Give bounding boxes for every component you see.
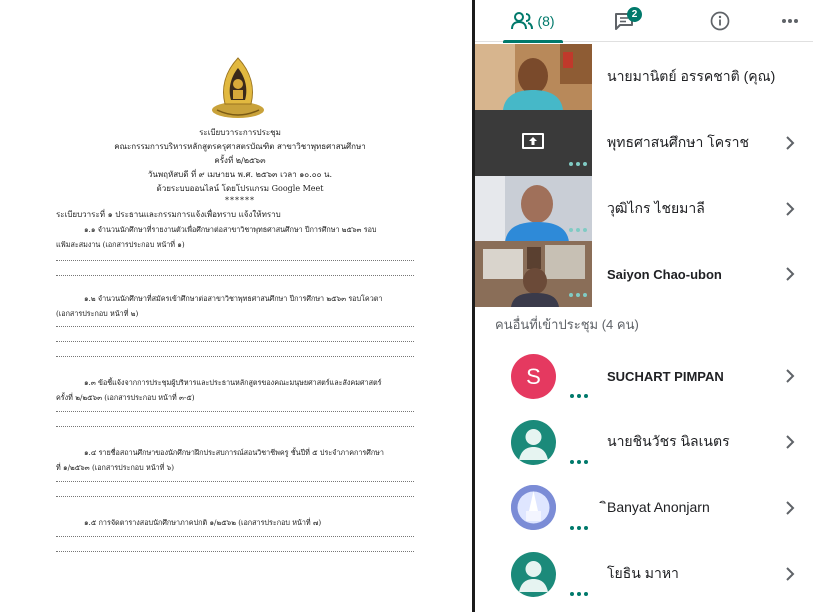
chevron-right-icon[interactable] bbox=[781, 264, 799, 284]
participant-presenting-thumbnail bbox=[475, 110, 592, 176]
panel-tab-bar bbox=[475, 0, 813, 42]
note-line bbox=[56, 496, 414, 497]
participant-video-thumbnail bbox=[475, 241, 592, 307]
header-line: ด้วยระบบออนไลน์ โดยโปรแกรม Google Meet bbox=[156, 184, 324, 193]
header-line: วันพฤหัสบดี ที่ ๙ เมษายน พ.ศ. ๒๕๖๓ เวลา ๑๐.๐๐ น. bbox=[147, 170, 333, 179]
video-frame-icon bbox=[475, 176, 592, 242]
tab-people[interactable] bbox=[503, 0, 563, 42]
chevron-right-icon[interactable] bbox=[781, 133, 799, 153]
participant-row[interactable] bbox=[475, 541, 813, 607]
chevron-right-icon[interactable] bbox=[781, 199, 799, 219]
participant-name: พุทธศาสนศึกษา โคราช bbox=[607, 134, 749, 150]
participant-options-dots-icon[interactable] bbox=[569, 228, 587, 232]
note-line bbox=[56, 426, 414, 427]
header-line: คณะกรรมการบริหารหลักสูตรครุศาสตรบัณฑิต สาขาวิชาพุทธศาสนศึกษา bbox=[114, 142, 366, 151]
agenda-item bbox=[56, 375, 416, 405]
temple-photo-icon bbox=[511, 485, 556, 530]
participant-row[interactable] bbox=[475, 241, 813, 307]
people-count: (8) bbox=[537, 13, 555, 29]
avatar bbox=[511, 354, 556, 399]
info-icon bbox=[710, 11, 730, 31]
avatar bbox=[511, 420, 556, 465]
participant-name: โยธิน มาหา bbox=[607, 565, 679, 581]
participant-name: นายมานิตย์ อรรคชาติ (คุณ) bbox=[607, 68, 776, 84]
note-line bbox=[56, 411, 414, 412]
note-line bbox=[56, 260, 414, 261]
participant-options-dots-icon[interactable] bbox=[570, 526, 588, 530]
agenda-item-line: ๑.๓ ข้อชี้แจ้งจากการประชุมผู้บริหารและประธานหลักสูตรของคณะมนุษยศาสตร์และสังคมศาสตร์ bbox=[84, 378, 382, 387]
participant-row[interactable] bbox=[475, 409, 813, 475]
participant-name: วุฒิไกร ไชยมาลี bbox=[607, 200, 705, 216]
agenda-item bbox=[56, 445, 416, 475]
participant-row[interactable] bbox=[475, 110, 813, 176]
header-stars: ****** bbox=[225, 196, 255, 205]
participant-row[interactable] bbox=[475, 475, 813, 541]
agenda-item-line: (เอกสารประกอบ หน้าที่ ๒) bbox=[56, 309, 139, 318]
agenda-item bbox=[56, 222, 416, 252]
agenda-item bbox=[56, 515, 416, 530]
agenda-title: ระเบียบวาระที่ ๑ ประธานและกรรมการแจ้งเพื่อทราบ แจ้งให้ทราบ bbox=[56, 210, 281, 219]
agenda-item-line: ๑.๕ การจัดตารางสอบนักศึกษาภาคปกติ ๑/๒๕๖๒ (เอกสารประกอบ หน้าที่ ๗) bbox=[84, 518, 322, 527]
participant-video-thumbnail bbox=[475, 176, 592, 242]
present-screen-icon bbox=[521, 132, 545, 154]
participant-name: Saiyon Chao-ubon bbox=[607, 266, 722, 282]
agenda-item bbox=[56, 291, 416, 321]
chevron-right-icon[interactable] bbox=[781, 432, 799, 452]
avatar bbox=[511, 485, 556, 530]
participant-row[interactable] bbox=[475, 343, 813, 409]
tab-chat[interactable] bbox=[605, 0, 645, 42]
header-line: ครั้งที่ ๒/๒๕๖๓ bbox=[214, 156, 266, 165]
document-header bbox=[40, 126, 440, 206]
agenda-item-line: ๑.๔ รายชื่อสถานศึกษาของนักศึกษาฝึกประสบการณ์สอนวิชาชีพครู ชั้นปีที่ ๕ ประจำภาคการศึกษา bbox=[84, 448, 384, 457]
chevron-right-icon[interactable] bbox=[781, 498, 799, 518]
agenda-item-line: ครั้งที่ ๒/๒๕๖๓ (เอกสารประกอบ หน้าที่ ๓-๕) bbox=[56, 393, 195, 402]
note-line bbox=[56, 551, 414, 552]
participant-video-thumbnail bbox=[475, 44, 592, 110]
agenda-item-line: ที่ ๑/๒๕๖๓ (เอกสารประกอบ หน้าที่ ๖) bbox=[56, 463, 175, 472]
people-icon bbox=[511, 12, 533, 30]
participant-options-dots-icon[interactable] bbox=[570, 592, 588, 596]
chevron-right-icon[interactable] bbox=[781, 366, 799, 386]
note-line bbox=[56, 275, 414, 276]
header-line: ระเบียบวาระการประชุม bbox=[199, 128, 281, 137]
others-section-label: คนอื่นที่เข้าประชุม (4 คน) bbox=[495, 317, 639, 332]
agenda-item-line: แฟ้มสะสมงาน (เอกสารประกอบ หน้าที่ ๑) bbox=[56, 240, 185, 249]
note-line bbox=[56, 481, 414, 482]
participant-name: SUCHART PIMPAN bbox=[607, 368, 724, 384]
tab-info[interactable] bbox=[703, 0, 737, 42]
note-line bbox=[56, 341, 414, 342]
video-frame-icon bbox=[475, 44, 592, 110]
chat-unread-badge: 2 bbox=[627, 7, 642, 22]
default-user-icon bbox=[511, 552, 556, 597]
participant-row[interactable] bbox=[475, 44, 813, 110]
avatar bbox=[511, 552, 556, 597]
participant-name: ิBanyat Anonjarn bbox=[607, 499, 710, 515]
default-user-icon bbox=[511, 420, 556, 465]
note-line bbox=[56, 536, 414, 537]
participant-options-dots-icon[interactable] bbox=[569, 293, 587, 297]
chevron-right-icon[interactable] bbox=[781, 564, 799, 584]
participant-options-dots-icon[interactable] bbox=[570, 460, 588, 464]
meet-side-panel bbox=[475, 0, 813, 612]
participant-options-dots-icon[interactable] bbox=[569, 162, 587, 166]
avatar-letter: S bbox=[526, 363, 541, 389]
university-emblem-icon bbox=[207, 54, 269, 122]
participant-options-dots-icon[interactable] bbox=[570, 394, 588, 398]
participant-name: นายชินวัชร นิลเนตร bbox=[607, 433, 730, 449]
agenda-item-line: ๑.๒ จำนวนนักศึกษาที่สมัครเข้าศึกษาต่อสาขาวิชาพุทธศาสนศึกษา ปีการศึกษา ๒๕๖๓ รอบโควตา bbox=[84, 294, 383, 303]
note-line bbox=[56, 356, 414, 357]
more-options-button[interactable] bbox=[773, 0, 807, 42]
more-horizontal-icon bbox=[781, 18, 799, 24]
note-line bbox=[56, 326, 414, 327]
video-frame-icon bbox=[475, 241, 592, 307]
agenda-item-line: ๑.๑ จำนวนนักศึกษาที่รายงานตัวเพื่อศึกษาต่อสาขาวิชาพุทธศาสนศึกษา ปีการศึกษา ๒๕๖๓ รอบ bbox=[84, 225, 377, 234]
participant-row[interactable] bbox=[475, 176, 813, 242]
